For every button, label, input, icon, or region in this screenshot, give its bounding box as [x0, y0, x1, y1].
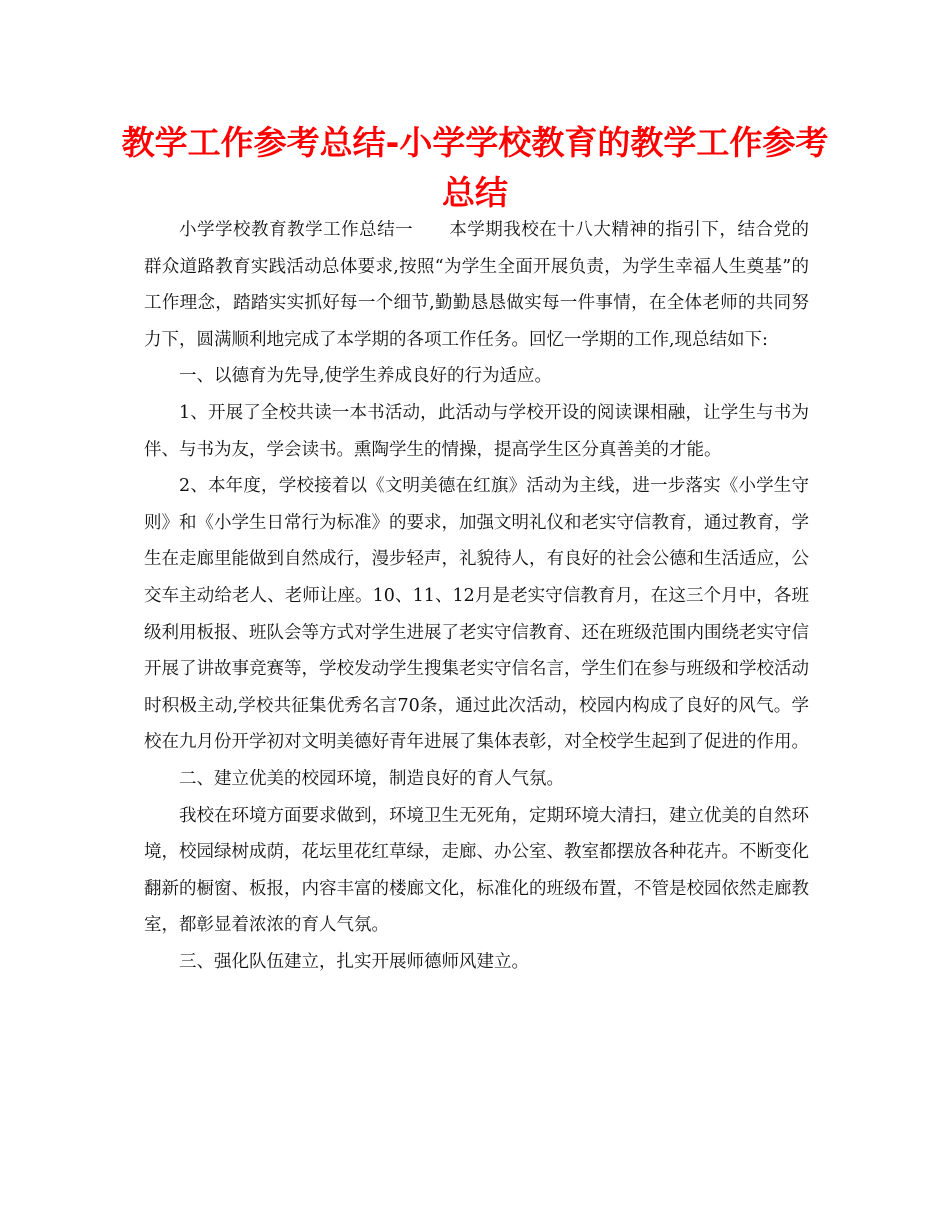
document-title: 教学工作参考总结-小学学校教育的教学工作参考总结 [121, 123, 829, 212]
document-body [144, 212, 809, 980]
section-heading-moral-education: 一、以德育为先导,使学生养成良好的行为适应。 [179, 366, 553, 387]
paragraph-environment: 我校在环境方面要求做到，环境卫生无死角，定期环境大清扫，建立优美的自然环境，校园绿树成荫，花坛里花红草绿，走廊、办公室、教室都摆放各种花卉。不断变化翻新的橱窗、板报，内容丰富的楼廊文化，标准化的班级布置，不管是校园依然走廊教室，都彰显着浓浓的育人气氛。 [144, 805, 809, 936]
paragraph-civility-education: 2、本年度，学校接着以《文明美德在红旗》活动为主线，进一步落实《小学生守则》和《小学生日常行为标准》的要求，加强文明礼仪和老实守信教育，通过教育，学生在走廊里能做到自然成行，漫步轻声，礼貌待人，有良好的社会公德和生活适应，公交车主动给老人、老师让座。10、11、12月是老实守信教育月，在这三个月中，各班级利用板报、班队会等方式对学生进展了老实守信教育、还在班级范围内围绕老实守信开展了讲故事竞赛等，学校发动学生搜集老实守信名言，学生们在参与班级和学校活动时积极主动,学校共征集优秀名言70条，通过此次活动，校园内构成了良好的风气。学校在九月份开学初对文明美德好青年进展了集体表彰，对全校学生起到了促进的作用。 [144, 476, 809, 753]
paragraph-text: 本学期我校在十八大精神的指引下，结合党的群众道路教育实践活动总体要求,按照“为学生全面开展负责，为学生幸福人生奠基”的工作理念，踏踏实实抓好每一个细节,勤勤恳恳做实每一件事情，在全体老师的共同努力下，圆满顺利地完成了本学期的各项工作任务。回忆一学期的工作,现总结如下: [144, 220, 809, 350]
intro-heading: 小学学校教育教学工作总结一 [179, 220, 414, 240]
section-heading-team-building: 三、强化队伍建立，扎实开展师德师风建立。 [179, 951, 529, 972]
section-heading-campus-environment: 二、建立优美的校园环境，制造良好的育人气氛。 [179, 768, 564, 789]
paragraph-intro [144, 212, 809, 358]
paragraph-reading-activity: 1、开展了全校共读一本书活动，此活动与学校开设的阅读课相融，让学生与书为伴、与书为友，学会读书。熏陶学生的情操，提高学生区分真善美的才能。 [144, 402, 809, 460]
